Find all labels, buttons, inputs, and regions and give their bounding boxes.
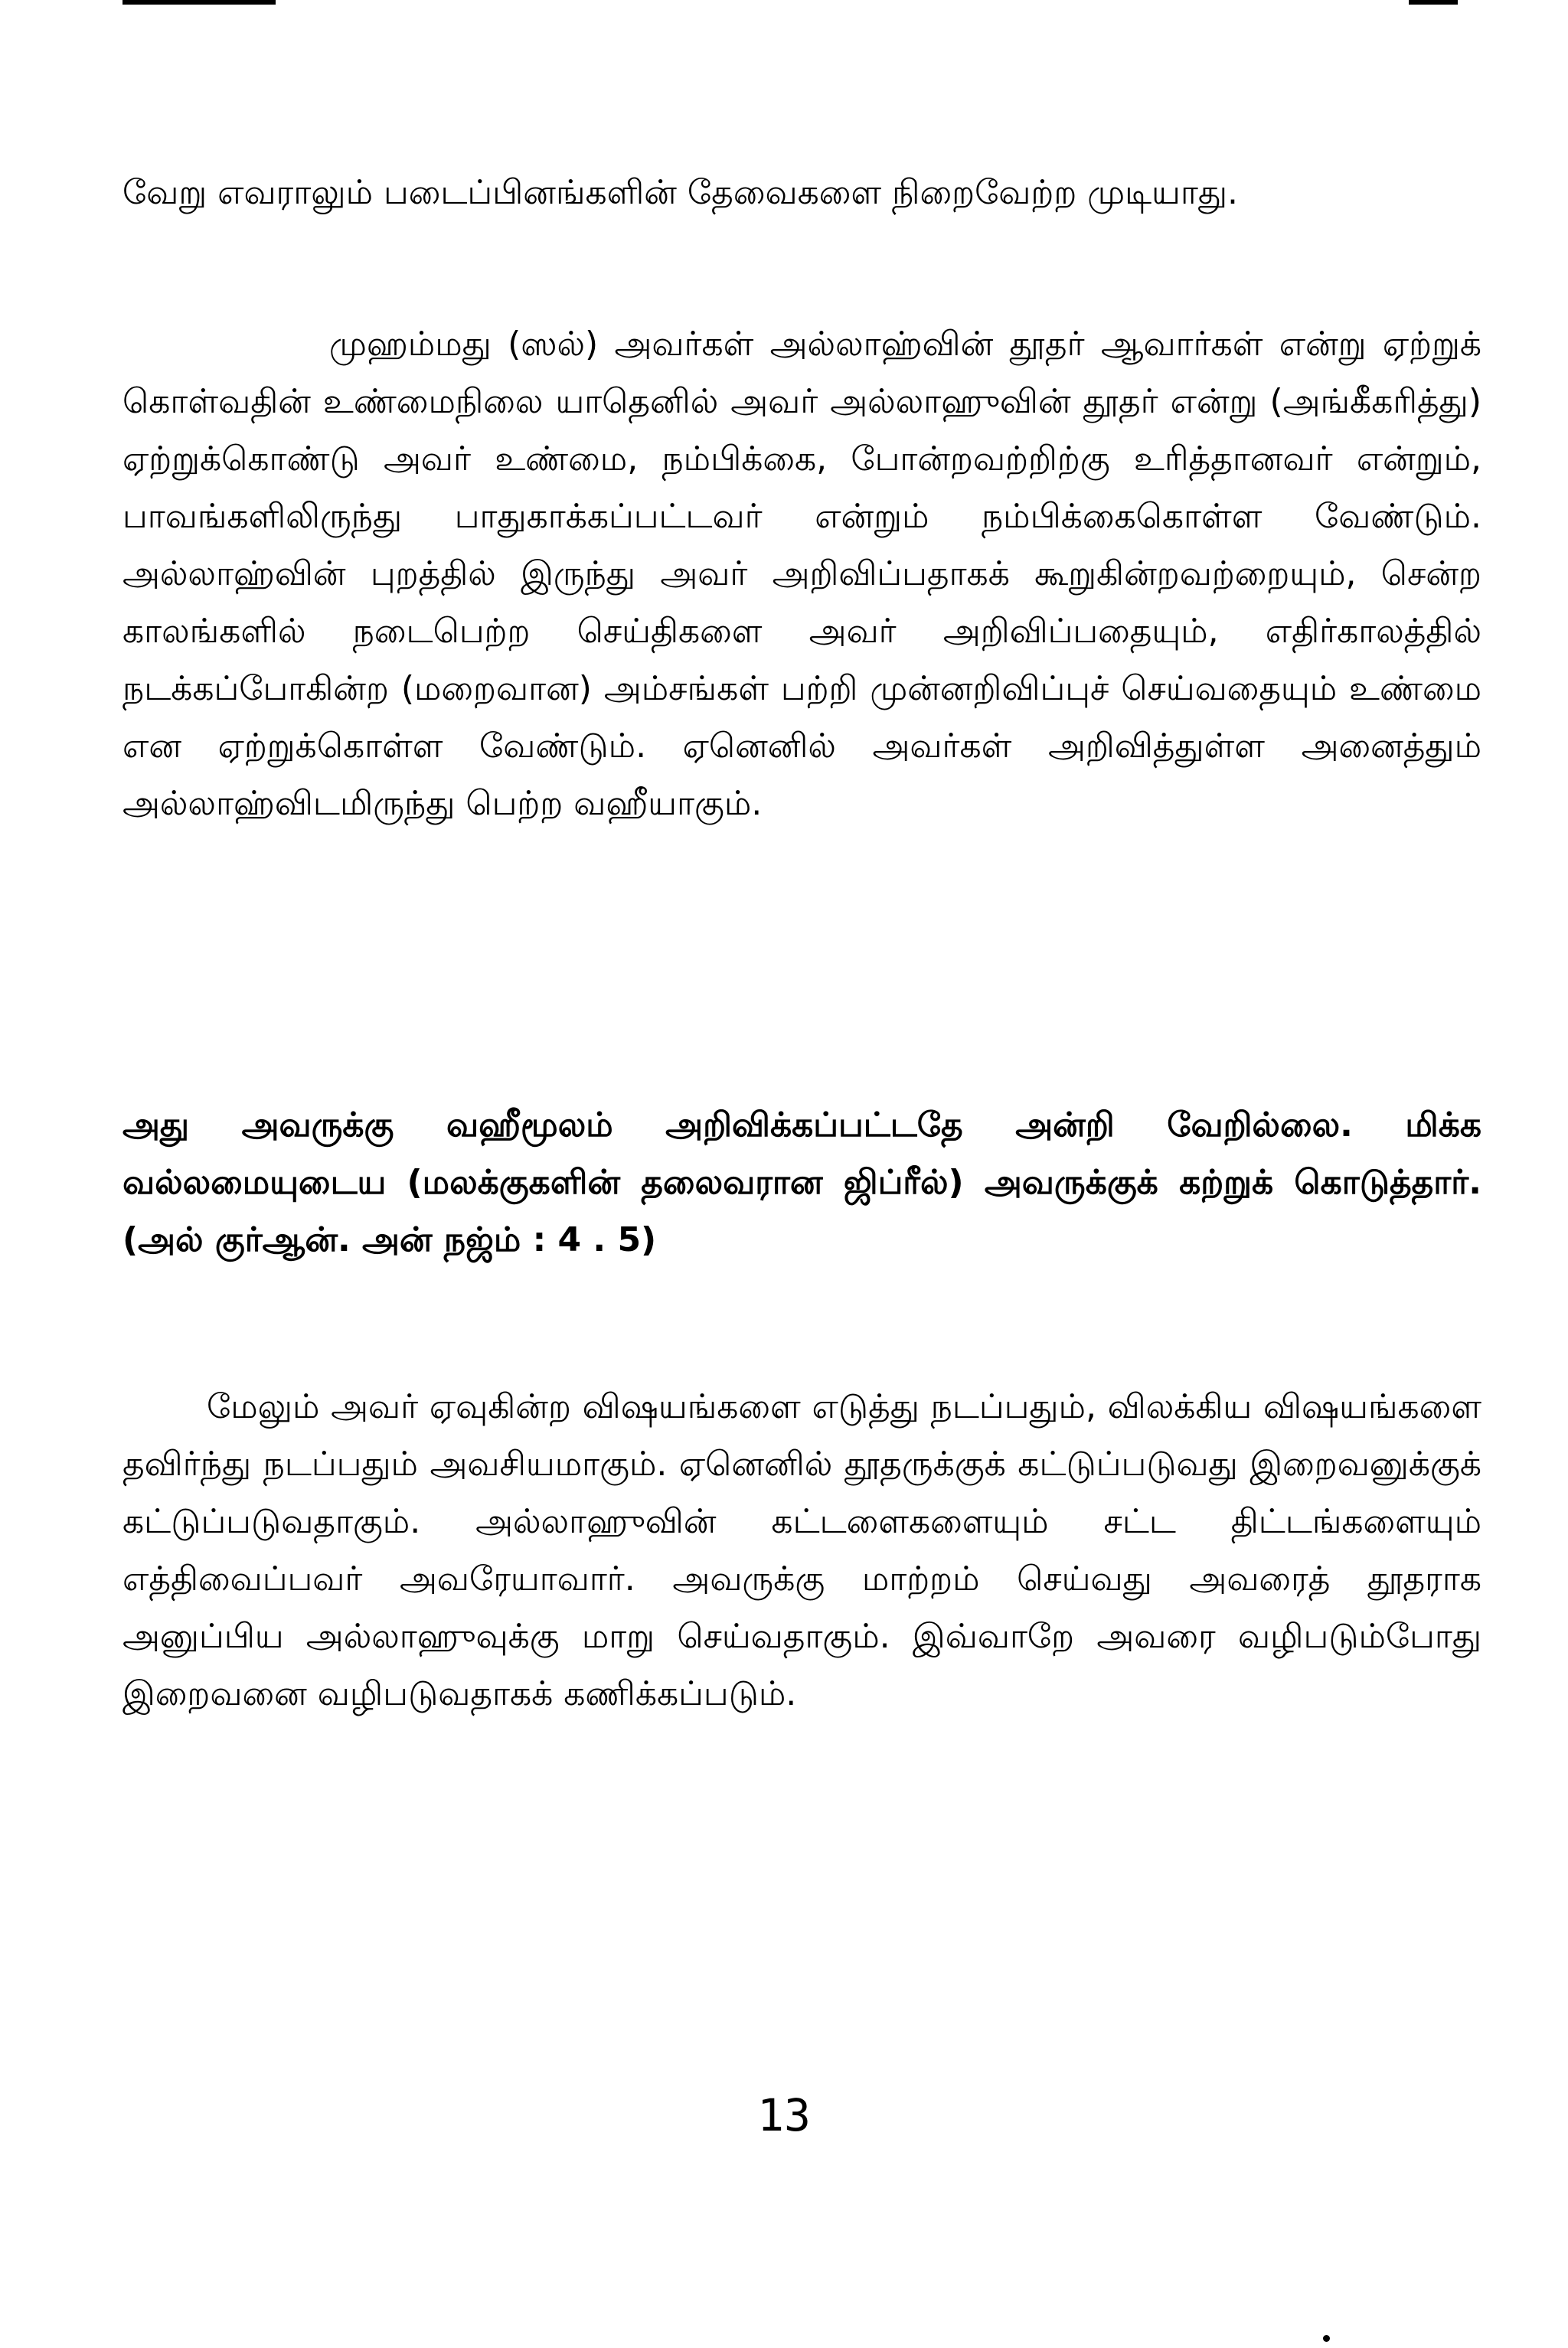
top-scan-mark-right [1409,0,1458,5]
paragraph-2-text: முஹம்மது (ஸல்) அவர்கள் அல்லாஹ்வின் தூதர் ஆவார்கள் என்று ஏற்றுக் கொள்வதின் உண்மைநிலை யாதெனில் அவர் அல்லாஹுவின் தூதர் என்று (அங்கீகரித்து) ஏற்றுக்கொண்டு அவர் உண்மை, நம்பிக்கை, போன்றவற்றிற்கு உரித்தானவர் என்றும், பாவங்களிலிருந்து பாதுகாக்கப்பட்டவர் என்றும் நம்பிக்கைகொள்ள வேண்டும். அல்லாஹ்வின் புறத்தில் இருந்து அவர் அறிவிப்பதாகக் கூறுகின்றவற்றையும், சென்ற காலங்களில் நடைபெற்ற செய்திகளை அவர் அறிவிப்பதையும், எதிர்காலத்தில் நடக்கப்போகின்ற (மறைவான) அம்சங்கள் பற்றி முன்னறிவிப்புச் செய்வதையும் உண்மை என ஏற்றுக்கொள்ள வேண்டும். ஏனெனில் அவர்கள் அறிவித்துள்ள அனைத்தும் அல்லாஹ்விடமிருந்து பெற்ற வஹீயாகும். [122,325,1481,823]
paragraph-4 [122,1378,1481,1723]
page-number: 13 [757,2089,811,2141]
quran-quote-text: அது அவருக்கு வஹீமூலம் அறிவிக்கப்பட்டதே அன்றி வேறில்லை. மிக்க வல்லமையுடைய (மலக்குகளின் தலைவரான ஜிப்ரீல்) அவருக்குக் கற்றுக் கொடுத்தார். (அல் குர்ஆன். அன் நஜ்ம் : 4 . 5) [122,1105,1481,1259]
top-scan-mark-left [122,0,276,5]
paragraph-2 [122,315,1481,832]
quran-quote-paragraph [122,1096,1481,1269]
paragraph-4-text: மேலும் அவர் ஏவுகின்ற விஷயங்களை எடுத்து நடப்பதும், விலக்கிய விஷயங்களை தவிர்ந்து நடப்பதும் அவசியமாகும். ஏனெனில் தூதருக்குக் கட்டுப்படுவது இறைவனுக்குக் கட்டுப்படுவதாகும். அல்லாஹுவின் கட்டளைகளையும் சட்ட திட்டங்களையும் எத்திவைப்பவர் அவரேயாவார். அவருக்கு மாற்றம் செய்வது அவரைத் தூதராக அனுப்பிய அல்லாஹுவுக்கு மாறு செய்வதாகும். இவ்வாறே அவரை வழிபடும்போது இறைவனை வழிபடுவதாகக் கணிக்கப்படும். [122,1387,1481,1713]
paragraph-1-text: வேறு எவராலும் படைப்பினங்களின் தேவைகளை நிறைவேற்ற முடியாது. [122,173,1239,212]
paragraph-1 [122,164,1481,221]
scan-speck [1323,2335,1330,2342]
